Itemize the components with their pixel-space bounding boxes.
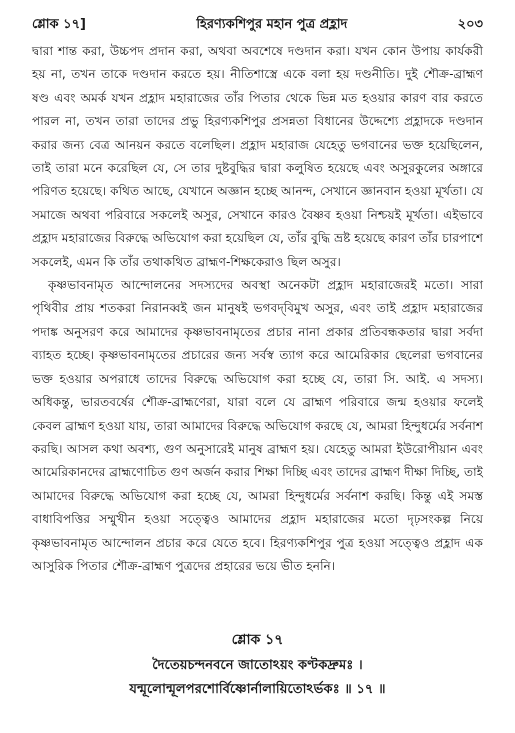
verse-line-2: যন্মূলোন্মূলপরশোর্বিষ্ণোর্নালায়িতোঽর্ভকঃ ॥ ১৭ ॥ (129, 682, 386, 697)
paragraph-1: দ্বারা শান্ত করা, উচ্চপদ প্রদান করা, অথবা অবশেষে দণ্ডদান করা। যখন কোন উপায় কার্যকরী হয় না, তখন তাকে দণ্ডদান করতে হয়। নীতিশাস্ত্রে একে বলা হয় দণ্ডনীতি। দুই শৌক্র-ব্রাহ্মণ ষণ্ড এবং অমর্ক যখন প্রহ্লাদ মহারাজের তাঁর পিতার থেকে ভিন্ন মত হওয়ার কারণ বার করতে পারল না, তখন তারা তাদের প্রভু হিরণ্যকশিপুর প্রসন্নতা বিধানের উদ্দেশ্যে প্রহ্লাদকে দণ্ডদান করার জন্য বেত্র আনয়ন করতে বলেছিল। প্রহ্লাদ মহারাজ যেহেতু ভগবানের ভক্ত হয়েছিলেন, তাই তারা মনে করেছিল যে, সে তার দুষ্টবুদ্ধির দ্বারা কলুষিত হয়েছে এবং অসুরকুলের অঙ্গারে পরিণত হয়েছে। কথিত আছে, যেখানে অজ্ঞান হচ্ছে আনন্দ, সেখানে জ্ঞানবান হওয়া মূর্খতা। যে সমাজে অথবা পরিবারে সকলেই অসুর, সেখানে কারও বৈষ্ণব হওয়া নিশ্চয়ই মূর্খতা। এইভাবে প্রহ্লাদ মহারাজের বিরুদ্ধে অভিযোগ করা হয়েছিল যে, তাঁর বুদ্ধি ভ্রষ্ট হয়েছে কারণ তাঁর চারপাশে সকলেই, এমন কি তাঁর তথাকথিত ব্রাহ্মণ-শিক্ষকেরাও ছিল অসুর। (32, 44, 483, 269)
paragraph-2: কৃষ্ণভাবনামৃত আন্দোলনের সদস্যদের অবস্থা অনেকটা প্রহ্লাদ মহারাজেরই মতো। সারা পৃথিবীর প্রায় শতকরা নিরানব্বই জন মানুষই ভগবদ্‌বিমুখ অসুর, এবং তাই প্রহ্লাদ মহারাজের পদাঙ্ক অনুসরণ করে আমাদের কৃষ্ণভাবনামৃতের প্রচার নানা প্রকার প্রতিবন্ধকতার দ্বারা সর্বদা ব্যাহত হচ্ছে। কৃষ্ণভাবনামৃতের প্রচারের জন্য সর্বস্ব ত্যাগ করে আমেরিকার ছেলেরা ভগবানের ভক্ত হওয়ার অপরাধে তাদের বিরুদ্ধে অভিযোগ করা হচ্ছে যে, তারা সি. আই. এ সদস্য। অধিকন্তু, ভারতবর্ষের শৌক্র-ব্রাহ্মণেরা, যারা বলে যে ব্রাহ্মণ পরিবারে জন্ম হওয়ার ফলেই কেবল ব্রাহ্মণ হওয়া যায়, তারা আমাদের বিরুদ্ধে অভিযোগ করছে যে, আমরা হিন্দুধর্মের সর্বনাশ করছি। আসল কথা অবশ্য, গুণ অনুসারেই মানুষ ব্রাহ্মণ হয়। যেহেতু আমরা ইউরোপীয়ান এবং আমেরিকানদের ব্রাহ্মণোচিত গুণ অর্জন করার শিক্ষা দিচ্ছি এবং তাদের ব্রাহ্মণ দীক্ষা দিচ্ছি, তাই আমাদের বিরুদ্ধে অভিযোগ করা হচ্ছে যে, আমরা হিন্দুধর্মের সর্বনাশ করছি। কিন্তু এই সমস্ত বাধাবিপত্তির সম্মুখীন হওয়া সত্ত্বেও আমাদের প্রহ্লাদ মহারাজের মতো দৃঢ়সংকল্প নিয়ে কৃষ্ণভাবনামৃত আন্দোলন প্রচার করে যেতে হবে। হিরণ্যকশিপুর পুত্র হওয়া সত্ত্বেও প্রহ্লাদ এক আসুরিক পিতার শৌক্র-ব্রাহ্মণ পুত্রদের প্রহারের ভয়ে ভীত হননি। (32, 278, 483, 573)
page-number: ২০৩ (457, 16, 483, 32)
verse-line-1: দৈতেয়চন্দনবনে জাতোঽয়ং কণ্টকদ্রুমঃ । (152, 658, 363, 673)
page-header (32, 14, 483, 36)
chapter-title: হিরণ্যকশিপুর মহান পুত্র প্রহ্লাদ (196, 16, 348, 32)
sanskrit-verse (24, 654, 491, 702)
verse-heading: শ্লোক ১৭ (231, 632, 284, 648)
purport-text (32, 40, 483, 578)
verse-reference: শ্লোক ১৭] (32, 16, 86, 32)
